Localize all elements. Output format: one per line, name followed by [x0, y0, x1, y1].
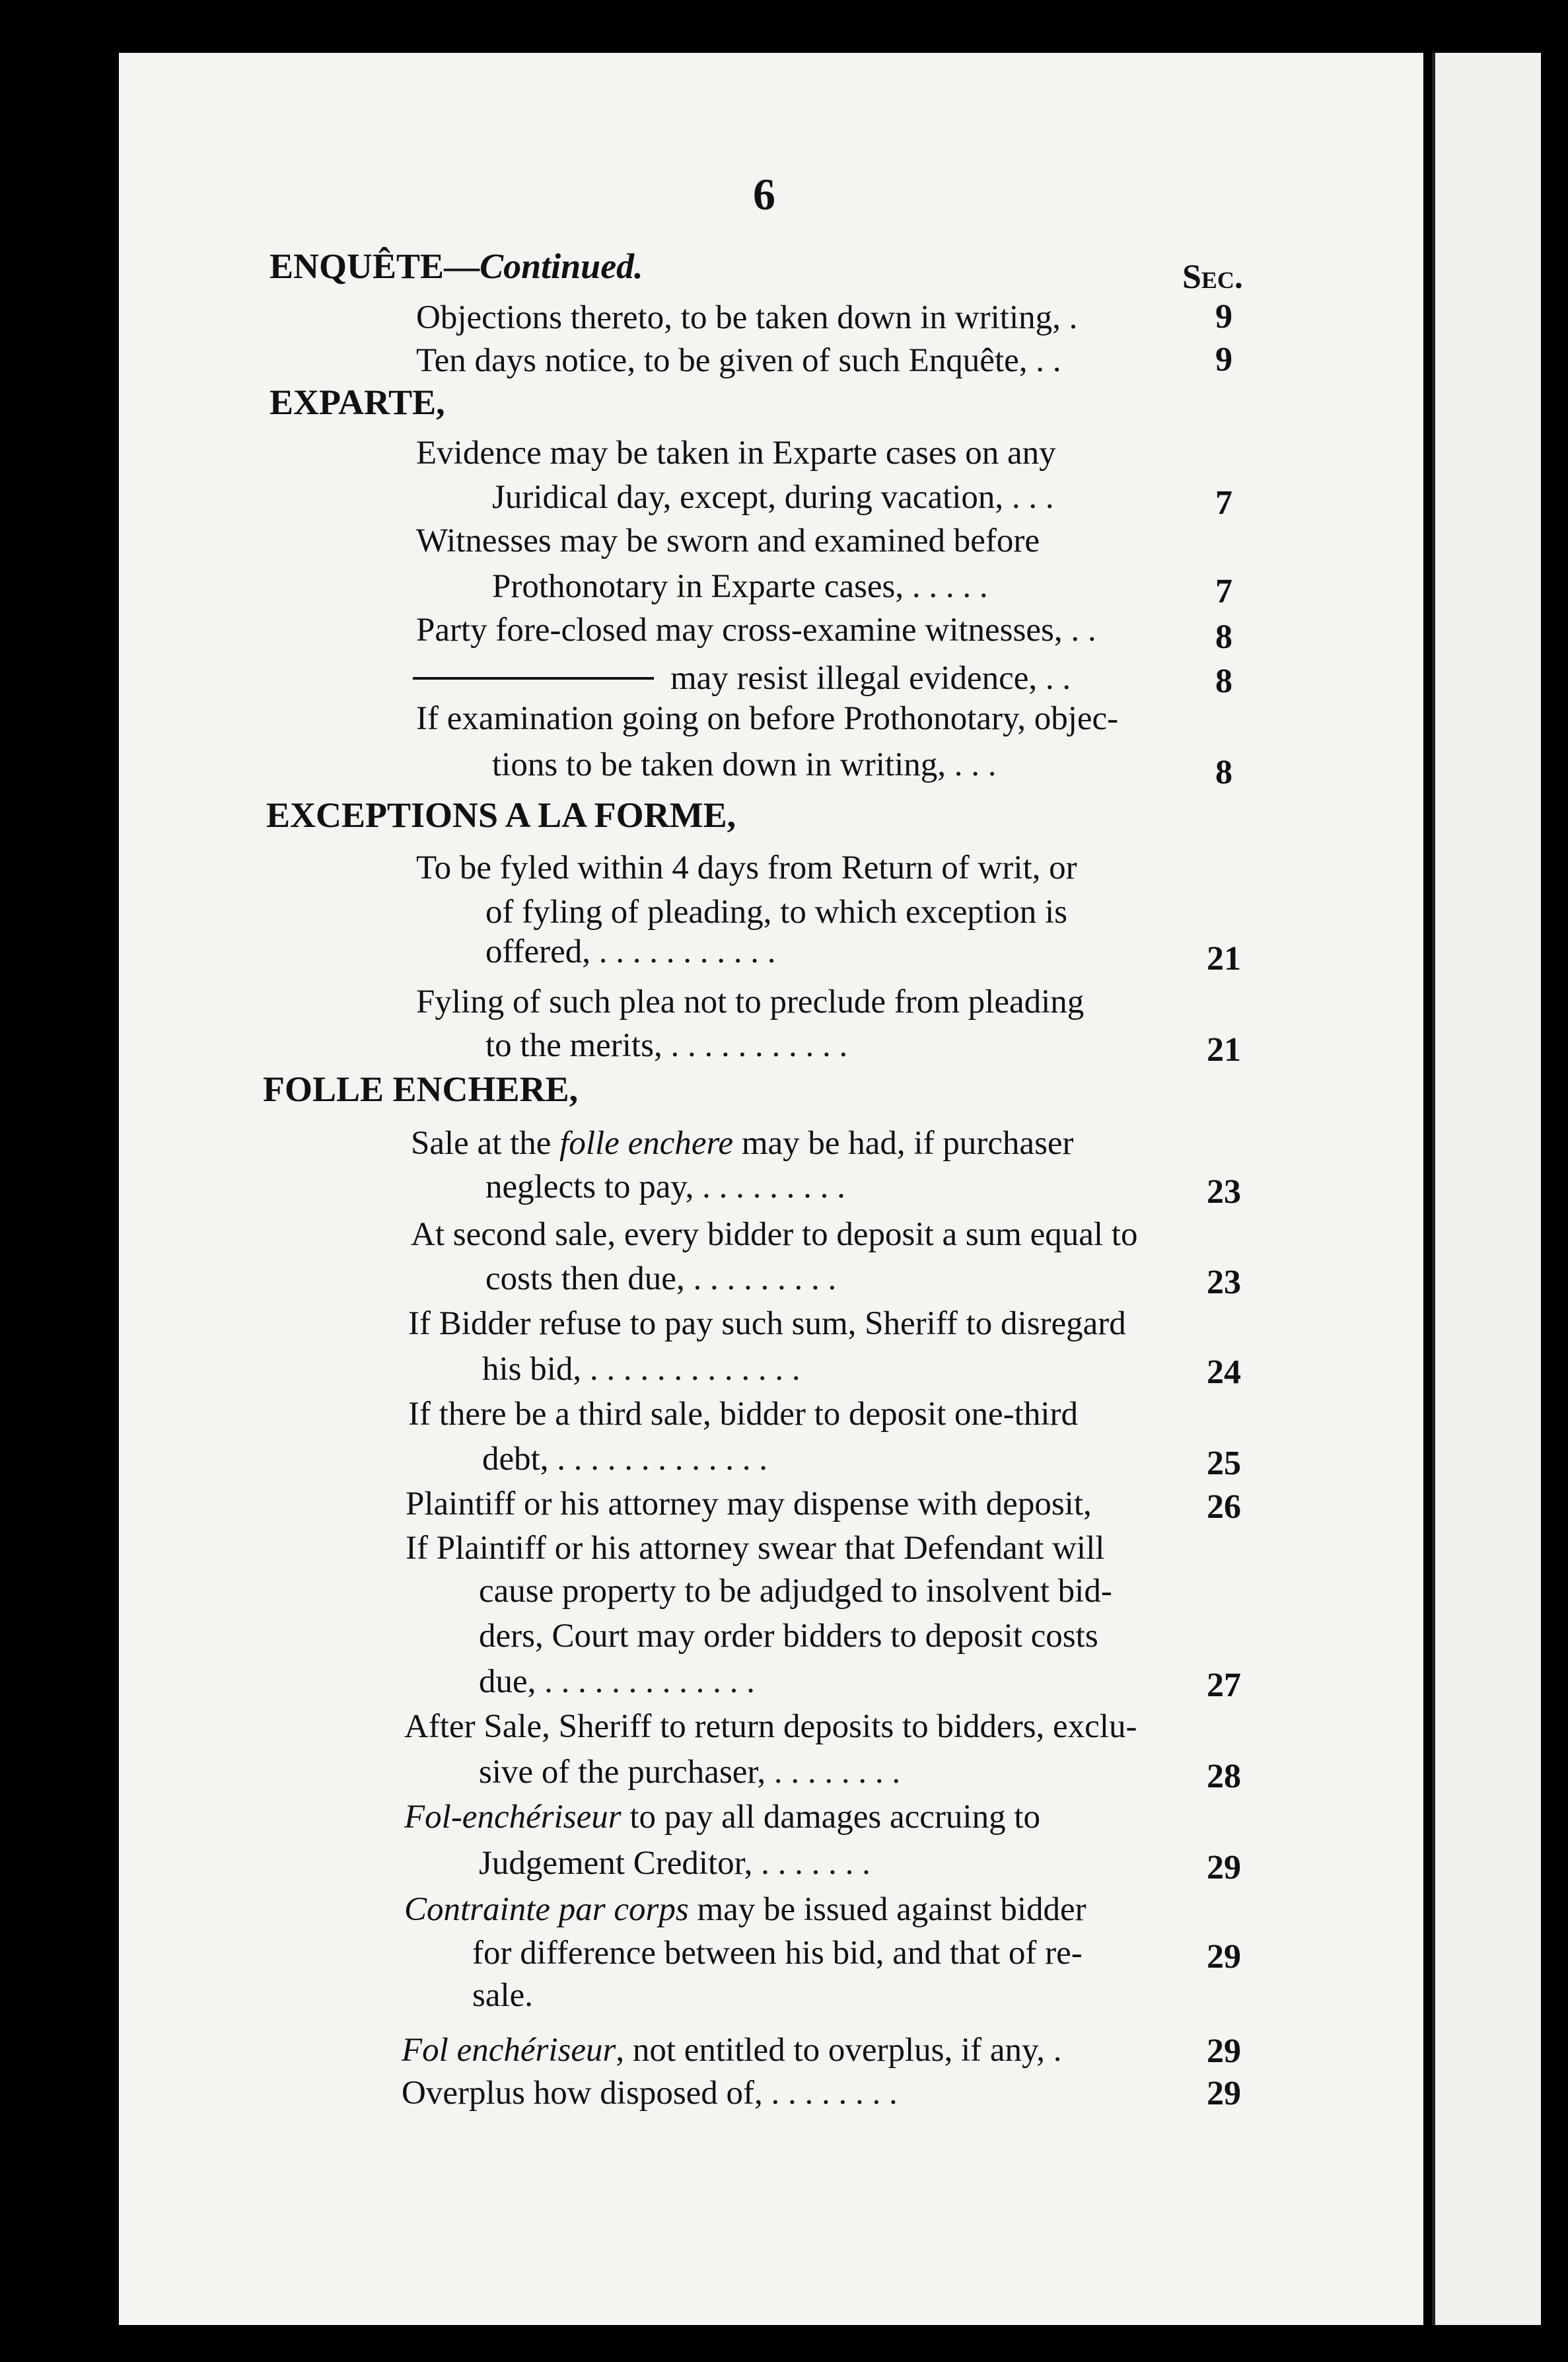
exparte-entry-5-line-1: If examination going on before Prothonotary, objec- [416, 700, 1119, 737]
folle-entry-1-text-c: may be had, if purchaser [733, 1125, 1074, 1162]
folle-entry-6-line-2: cause property to be adjudged to insolvent bid- [479, 1573, 1112, 1610]
folle-entry-9-line-2: for difference between his bid, and that of re- [472, 1935, 1083, 1972]
facing-page-edge [1432, 53, 1541, 2325]
exceptions-entry-1-line-1: To be fyled within 4 days from Return of writ, or [416, 849, 1077, 886]
enquete-sec-1: 9 [1215, 298, 1232, 336]
folle-sec-5: 26 [1207, 1488, 1241, 1526]
exceptions-entry-1-line-3: offered, . . . . . . . . . . . [485, 933, 776, 970]
exparte-sec-1: 7 [1215, 484, 1232, 522]
folle-entry-10-italic: Fol enchériseur [402, 2032, 616, 2069]
exceptions-sec-1: 21 [1207, 940, 1241, 978]
folle-entry-9-text: may be issued against bidder [688, 1891, 1087, 1928]
folle-entry-6-line-4: due, . . . . . . . . . . . . . [479, 1663, 755, 1700]
ditto-rule [413, 677, 654, 680]
folle-entry-6-line-1: If Plaintiff or his attorney swear that Defendant will [406, 1530, 1105, 1567]
folle-sec-1: 23 [1207, 1173, 1241, 1211]
exparte-entry-2-line-1: Witnesses may be sworn and examined before [416, 522, 1040, 559]
exparte-sec-4: 8 [1215, 662, 1232, 700]
heading-enquete [269, 246, 643, 287]
folle-entry-1-line-2: neglects to pay, . . . . . . . . . [485, 1168, 845, 1205]
heading-folle-enchere: FOLLE ENCHERE, [263, 1069, 579, 1109]
folle-sec-2: 23 [1207, 1264, 1241, 1301]
exparte-entry-2-line-2: Prothonotary in Exparte cases, . . . . . [492, 568, 988, 605]
enquete-entry-1: Objections thereto, to be taken down in writing, . [416, 299, 1078, 336]
exparte-entry-3: Party fore-closed may cross-examine witnesses, . . [416, 612, 1096, 649]
folle-entry-8-line-1 [404, 1797, 1040, 1838]
folle-entry-4-line-1: If there be a third sale, bidder to deposit one-third [408, 1396, 1078, 1433]
folle-entry-4-line-2: debt, . . . . . . . . . . . . . [482, 1441, 768, 1478]
folle-entry-1-line-1 [411, 1123, 1074, 1164]
folle-entry-9-italic: Contrainte par corps [404, 1891, 689, 1928]
folle-entry-6-line-3: ders, Court may order bidders to deposit costs [479, 1618, 1098, 1655]
exceptions-entry-2-line-2: to the merits, . . . . . . . . . . . [485, 1027, 848, 1064]
heading-enquete-title: ENQUÊTE— [269, 246, 480, 286]
folle-entry-8-text: to pay all damages accruing to [621, 1799, 1040, 1836]
folle-entry-1-text-a: Sale at the [411, 1125, 560, 1162]
folle-entry-5: Plaintiff or his attorney may dispense with deposit, [406, 1485, 1092, 1522]
folle-sec-10: 29 [1207, 2032, 1241, 2070]
folle-entry-7-line-2: sive of the purchaser, . . . . . . . . [479, 1754, 901, 1791]
folle-sec-7: 28 [1207, 1758, 1241, 1795]
folle-entry-9-line-1 [404, 1889, 1087, 1930]
folle-sec-3: 24 [1207, 1353, 1241, 1391]
folle-entry-2-line-1: At second sale, every bidder to deposit a sum equal to [411, 1216, 1138, 1253]
folle-sec-6: 27 [1207, 1666, 1241, 1704]
folle-sec-11: 29 [1207, 2075, 1241, 2112]
folle-sec-4: 25 [1207, 1445, 1241, 1482]
page-number: 6 [753, 169, 775, 219]
exceptions-entry-2-line-1: Fyling of such plea not to preclude from pleading [416, 984, 1085, 1020]
enquete-entry-2: Ten days notice, to be given of such Enquête, . . [416, 342, 1061, 379]
folle-sec-9: 29 [1207, 1938, 1241, 1976]
sec-label: Sec. [1182, 258, 1243, 296]
exparte-sec-5: 8 [1215, 754, 1232, 791]
folle-sec-8: 29 [1207, 1849, 1241, 1886]
folle-entry-10 [402, 2030, 1061, 2071]
folle-entry-10-text: , not entitled to overplus, if any, . [616, 2032, 1062, 2069]
folle-entry-9-line-3: sale. [472, 1977, 534, 2014]
exparte-entry-1-line-1: Evidence may be taken in Exparte cases on any [416, 435, 1056, 472]
folle-entry-8-line-2: Judgement Creditor, . . . . . . . [479, 1845, 871, 1882]
folle-entry-3-line-2: his bid, . . . . . . . . . . . . . [482, 1351, 801, 1388]
folle-entry-3-line-1: If Bidder refuse to pay such sum, Sheriff to disregard [408, 1305, 1126, 1342]
heading-enquete-continued: Continued. [480, 246, 643, 286]
folle-entry-1-italic: folle enchere [559, 1125, 734, 1162]
exceptions-sec-2: 21 [1207, 1031, 1241, 1069]
heading-exceptions: EXCEPTIONS A LA FORME, [266, 795, 736, 835]
exparte-entry-4: may resist illegal evidence, . . [670, 660, 1071, 697]
exparte-entry-5-line-2: tions to be taken down in writing, . . . [492, 746, 997, 783]
exceptions-entry-1-line-2: of fyling of pleading, to which exception is [485, 894, 1067, 931]
folle-entry-2-line-2: costs then due, . . . . . . . . . [485, 1260, 837, 1297]
exparte-sec-3: 8 [1215, 618, 1232, 656]
enquete-sec-2: 9 [1215, 341, 1232, 378]
folle-entry-8-italic: Fol-enchériseur [404, 1799, 622, 1836]
exparte-sec-2: 7 [1215, 573, 1232, 610]
heading-exparte: EXPARTE, [269, 382, 445, 422]
exparte-entry-1-line-2: Juridical day, except, during vacation, . . . [492, 479, 1054, 516]
folle-entry-7-line-1: After Sale, Sheriff to return deposits to bidders, exclu- [404, 1708, 1137, 1745]
folle-entry-11: Overplus how disposed of, . . . . . . . . [402, 2075, 898, 2112]
